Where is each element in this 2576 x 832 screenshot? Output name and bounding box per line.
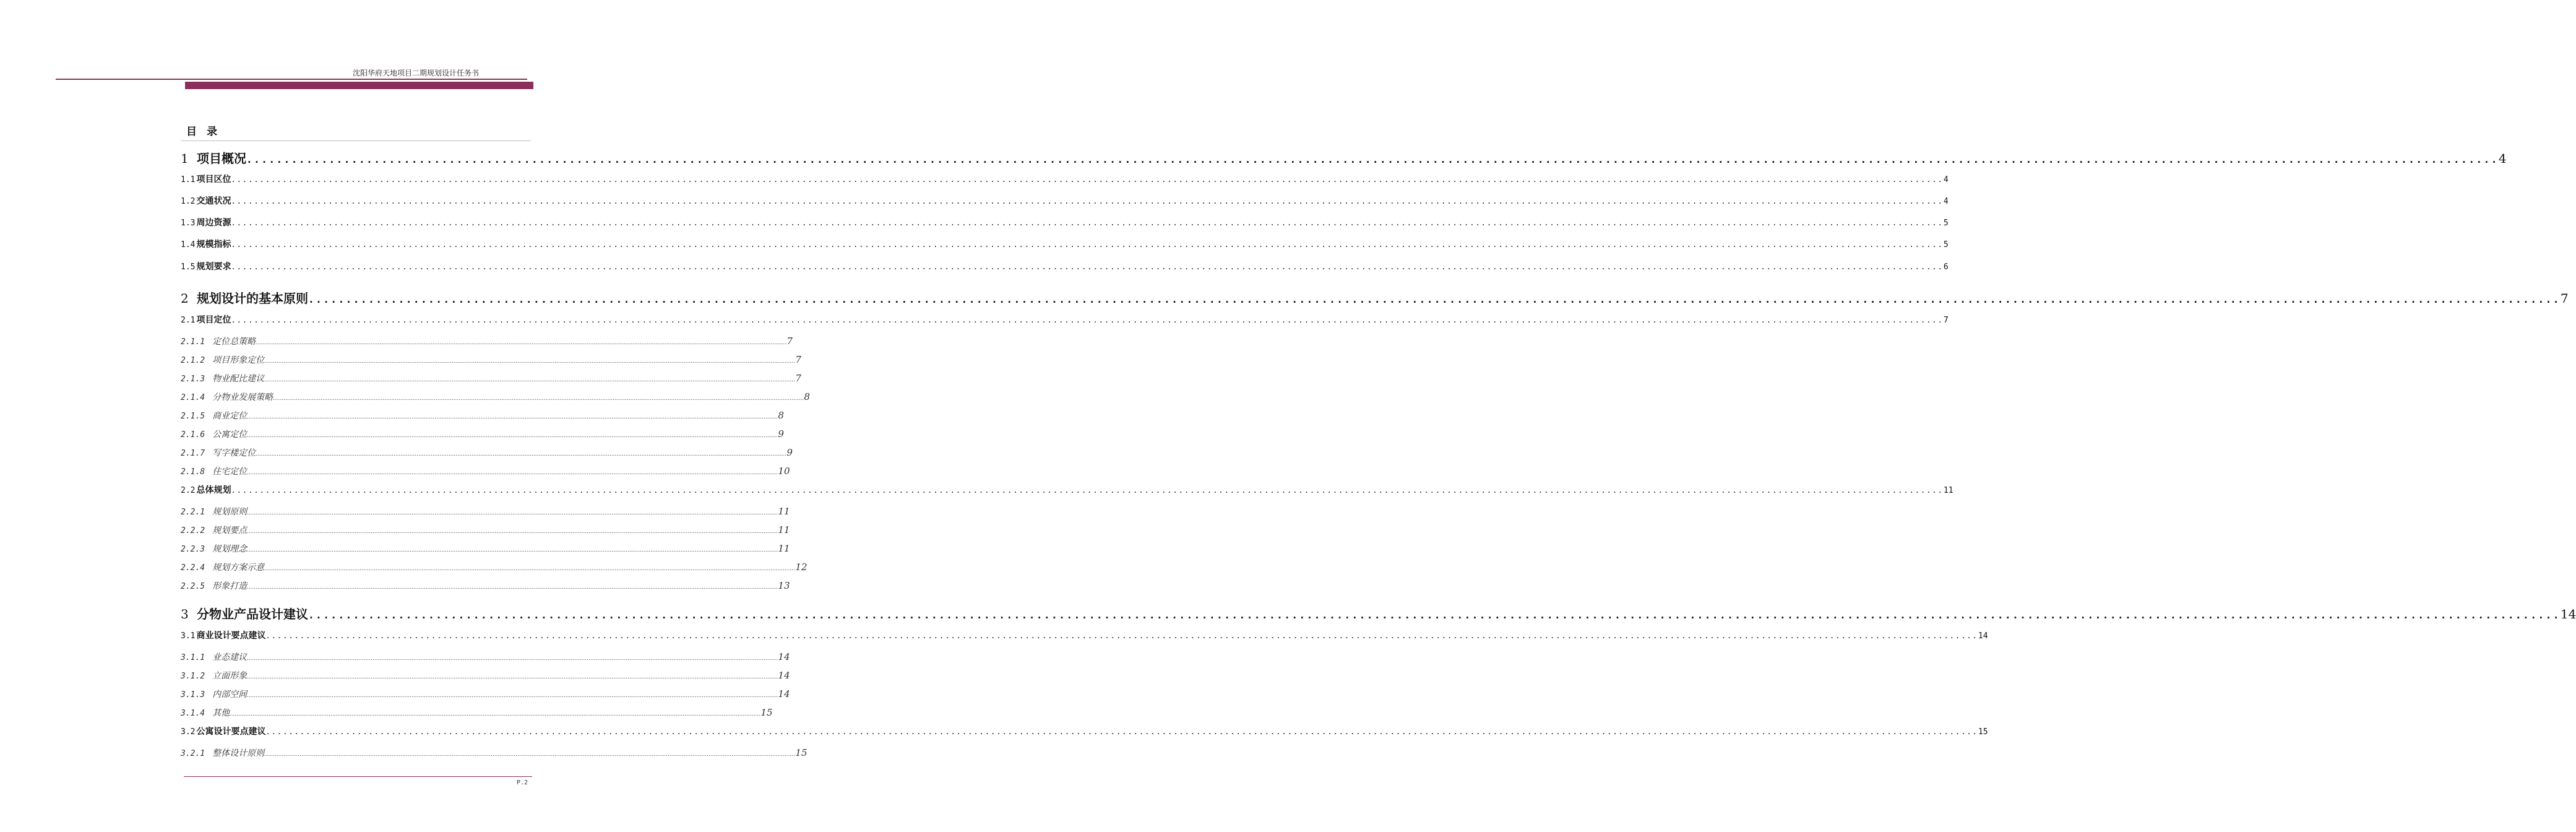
- toc-entry-title: 公寓设计要点建议: [196, 727, 266, 737]
- toc-dot-leader: ............................................................................................................................................................................................................................................................................................................: [230, 711, 761, 717]
- toc-dot-leader: ............................................................................................................................................................................................................................................................................................................: [256, 451, 787, 457]
- toc-entry-number: 2.1.8: [181, 467, 205, 477]
- toc-dot-leader: ............................................................................................................................................................................................................................................................................................................: [264, 566, 796, 572]
- toc-entry-page: 15: [760, 707, 773, 718]
- toc-dot-leader: ............................................................................................................................................................................................................................................................................................................: [256, 340, 787, 346]
- toc-entry-title: 项目形象定位: [212, 355, 265, 365]
- toc-entry[interactable]: [181, 629, 1988, 641]
- toc-entry-title: 项目定位: [196, 315, 231, 325]
- toc-entry-title: 项目概况: [197, 151, 246, 166]
- toc-entry[interactable]: [181, 561, 808, 573]
- toc-dot-leader: ............................................................................................................................................................................................................................................................................................................: [308, 609, 2561, 621]
- toc-entry-title: 规划要求: [196, 262, 231, 272]
- toc-entry-page: 14: [778, 651, 790, 662]
- toc-dot-leader: ............................................................................................................................................................................................................................................................................................................: [247, 693, 778, 699]
- toc-dot-leader: ............................................................................................................................................................................................................................................................................................................: [247, 529, 778, 535]
- toc-dot-leader: ............................................................................................................................................................................................................................................................................................................: [231, 240, 1944, 249]
- toc-entry[interactable]: [181, 604, 2576, 622]
- toc-entry-number: 2.1.6: [181, 430, 205, 440]
- toc-entry-page: 11: [778, 506, 790, 517]
- toc-dot-leader: ............................................................................................................................................................................................................................................................................................................: [231, 219, 1944, 227]
- toc-entry-number: 2.1.4: [181, 393, 205, 402]
- toc-entry-page: 9: [786, 447, 793, 458]
- toc-entry-page: 13: [778, 580, 790, 591]
- toc-entry-title: 规划原则: [212, 507, 248, 517]
- toc-dot-leader: ............................................................................................................................................................................................................................................................................................................: [247, 510, 778, 516]
- toc-dot-leader: ............................................................................................................................................................................................................................................................................................................: [246, 154, 2499, 165]
- toc-entry-page: 11: [1943, 486, 1954, 495]
- toc-entry[interactable]: [181, 524, 790, 536]
- toc-entry-number: 2.2.1: [181, 508, 205, 517]
- toc-entry[interactable]: [181, 238, 1949, 250]
- toc-entry-number: 2.1: [181, 316, 196, 325]
- header-rule: [56, 79, 527, 80]
- toc-entry-page: 5: [1943, 219, 1949, 228]
- toc-entry-page: 14: [1978, 631, 1988, 641]
- toc-entry-number: 2.1.5: [181, 412, 205, 421]
- toc-dot-leader: ............................................................................................................................................................................................................................................................................................................: [247, 414, 778, 420]
- toc-dot-leader: ............................................................................................................................................................................................................................................................................................................: [231, 197, 1944, 206]
- toc-dot-leader: ............................................................................................................................................................................................................................................................................................................: [273, 396, 804, 402]
- toc-entry-title: 总体规划: [196, 485, 231, 495]
- toc-entry-number: 2.2.5: [181, 582, 205, 591]
- toc-entry-number: 2.1.1: [181, 337, 205, 347]
- toc-entry[interactable]: [181, 669, 790, 682]
- toc-dot-leader: ............................................................................................................................................................................................................................................................................................................: [231, 175, 1944, 184]
- toc-entry[interactable]: [181, 651, 790, 663]
- toc-entry-number: 1.2: [181, 197, 196, 206]
- toc-entry-page: 14: [778, 688, 790, 700]
- toc-entry-title: 项目区位: [196, 175, 231, 184]
- toc-dot-leader: ............................................................................................................................................................................................................................................................................................................: [247, 470, 778, 476]
- toc-entry[interactable]: [181, 353, 801, 366]
- toc-entry[interactable]: [181, 335, 793, 347]
- toc-dot-leader: ............................................................................................................................................................................................................................................................................................................: [264, 752, 796, 758]
- toc-dot-leader: ............................................................................................................................................................................................................................................................................................................: [265, 631, 1978, 640]
- toc-entry-title: 规划理念: [212, 544, 248, 554]
- toc-dot-leader: ............................................................................................................................................................................................................................................................................................................: [231, 486, 1944, 495]
- toc-entry-page: 7: [795, 354, 801, 365]
- toc-entry-page: 14: [2560, 607, 2576, 622]
- toc-entry-page: 14: [778, 670, 790, 681]
- toc-entry-title: 其他: [212, 708, 230, 718]
- toc-entry[interactable]: [181, 465, 790, 477]
- toc-entry-number: 2.1.2: [181, 356, 205, 365]
- toc-dot-leader: ............................................................................................................................................................................................................................................................................................................: [265, 727, 1978, 736]
- toc-entry-page: 7: [1943, 316, 1949, 325]
- toc-entry-number: 1: [181, 151, 189, 166]
- toc-entry[interactable]: [181, 747, 808, 759]
- toc-entry[interactable]: [181, 313, 1949, 326]
- toc-entry-number: 2.2: [181, 486, 196, 495]
- toc-dot-leader: ............................................................................................................................................................................................................................................................................................................: [247, 674, 778, 680]
- toc-entry-title: 规划方案示意: [212, 563, 265, 573]
- toc-entry-number: 2.2.3: [181, 545, 205, 554]
- toc-entry-page: 8: [804, 391, 810, 402]
- toc-entry-page: 11: [778, 543, 790, 554]
- toc-entry-title: 物业配比建议: [212, 374, 265, 384]
- toc-entry-number: 2: [181, 291, 189, 306]
- header-accent-bar: [185, 82, 533, 89]
- toc-entry-title: 公寓定位: [212, 430, 248, 440]
- toc-entry[interactable]: [181, 288, 2569, 306]
- toc-entry[interactable]: [181, 173, 1949, 185]
- toc-entry-page: 7: [795, 373, 801, 384]
- toc-entry-title: 写字楼定位: [212, 448, 256, 458]
- toc-entry-page: 10: [778, 466, 790, 477]
- toc-entry[interactable]: [181, 688, 790, 700]
- footer-rule: [184, 776, 532, 777]
- toc-entry-page: 4: [1943, 197, 1949, 206]
- toc-entry-page: 7: [2560, 291, 2569, 306]
- toc-entry-page: 4: [2498, 151, 2507, 166]
- toc-entry-page: 15: [795, 747, 808, 758]
- toc-dot-leader: ............................................................................................................................................................................................................................................................................................................: [247, 433, 778, 439]
- toc-dot-leader: ............................................................................................................................................................................................................................................................................................................: [231, 262, 1944, 271]
- toc-entry-number: 3.1.3: [181, 690, 205, 700]
- toc-entry-number: 3.1.1: [181, 653, 205, 662]
- toc-entry-title: 内部空间: [212, 690, 248, 700]
- toc-entry-title: 住宅定位: [212, 467, 248, 477]
- toc-entry[interactable]: [181, 372, 801, 384]
- toc-entry-number: 2.1.3: [181, 375, 205, 384]
- toc-entry-number: 3.1: [181, 631, 196, 641]
- toc-entry-title: 定位总策略: [212, 337, 256, 347]
- toc-entry[interactable]: [181, 260, 1949, 272]
- toc-entry[interactable]: [181, 446, 793, 459]
- toc-entry-page: 11: [778, 524, 790, 535]
- toc-entry-title: 交通状况: [196, 196, 231, 206]
- toc-entry-number: 3.1.4: [181, 709, 205, 718]
- toc-dot-leader: ............................................................................................................................................................................................................................................................................................................: [247, 584, 778, 591]
- toc-entry-title: 分物业发展策略: [212, 392, 274, 402]
- toc-entry-number: 2.1.7: [181, 449, 205, 458]
- toc-heading: 目录: [186, 126, 227, 138]
- toc-dot-leader: ............................................................................................................................................................................................................................................................................................................: [264, 358, 796, 365]
- toc-entry-number: 2.2.4: [181, 563, 205, 573]
- page-number: P.2: [517, 779, 528, 786]
- toc-entry[interactable]: [181, 194, 1949, 207]
- toc-entry-page: 5: [1943, 240, 1949, 249]
- toc-entry-title: 规划要点: [212, 526, 248, 535]
- toc-entry-number: 1.4: [181, 240, 196, 249]
- toc-entry[interactable]: [181, 428, 784, 440]
- toc-entry-title: 商业设计要点建议: [196, 631, 266, 641]
- toc-dot-leader: ............................................................................................................................................................................................................................................................................................................: [247, 547, 778, 553]
- toc-entry[interactable]: [181, 216, 1949, 228]
- toc-entry-page: 7: [786, 336, 793, 347]
- toc-entry-title: 形象打造: [212, 581, 248, 591]
- toc-entry[interactable]: [181, 542, 790, 555]
- toc-entry-title: 周边资源: [196, 218, 231, 228]
- toc-entry-number: 1.3: [181, 219, 196, 228]
- toc-entry[interactable]: [181, 505, 790, 518]
- toc-entry-number: 3.2: [181, 727, 196, 737]
- toc-dot-leader: ............................................................................................................................................................................................................................................................................................................: [247, 656, 778, 662]
- toc-entry-page: 8: [778, 410, 784, 421]
- toc-entry-title: 业态建议: [212, 652, 248, 662]
- toc-dot-leader: ............................................................................................................................................................................................................................................................................................................: [264, 377, 796, 383]
- toc-entry[interactable]: [181, 725, 1988, 737]
- toc-dot-leader: ............................................................................................................................................................................................................................................................................................................: [308, 293, 2561, 305]
- toc-entry-title: 规模指标: [196, 240, 231, 249]
- toc-entry[interactable]: [181, 706, 773, 719]
- document-header-title: 沈阳华府天地项目二期规划设计任务书: [353, 69, 480, 77]
- toc-entry-number: 1.1: [181, 175, 196, 184]
- toc-entry[interactable]: [181, 483, 1954, 496]
- toc-entry-page: 4: [1943, 175, 1949, 184]
- toc-entry-number: 3.2.1: [181, 749, 205, 758]
- toc-entry[interactable]: [181, 391, 810, 403]
- toc-entry-page: 12: [795, 561, 808, 573]
- toc-entry-title: 规划设计的基本原则: [197, 291, 308, 306]
- toc-entry-page: 15: [1978, 727, 1988, 737]
- toc-entry-number: 2.2.2: [181, 526, 205, 535]
- toc-entry-title: 整体设计原则: [212, 748, 265, 758]
- toc-entry[interactable]: [181, 409, 784, 422]
- toc-entry-title: 分物业产品设计建议: [197, 607, 308, 622]
- toc-entry-number: 3.1.2: [181, 672, 205, 681]
- toc-entry-page: 9: [778, 428, 784, 440]
- toc-entry-page: 6: [1943, 262, 1949, 272]
- toc-entry[interactable]: [181, 579, 790, 592]
- toc-dot-leader: ............................................................................................................................................................................................................................................................................................................: [231, 316, 1944, 324]
- toc-entry-number: 1.5: [181, 262, 196, 272]
- toc-entry-number: 3: [181, 607, 189, 622]
- toc-entry-title: 商业定位: [212, 411, 248, 421]
- toc-entry-title: 立面形象: [212, 671, 248, 681]
- toc-entry[interactable]: [181, 149, 2507, 167]
